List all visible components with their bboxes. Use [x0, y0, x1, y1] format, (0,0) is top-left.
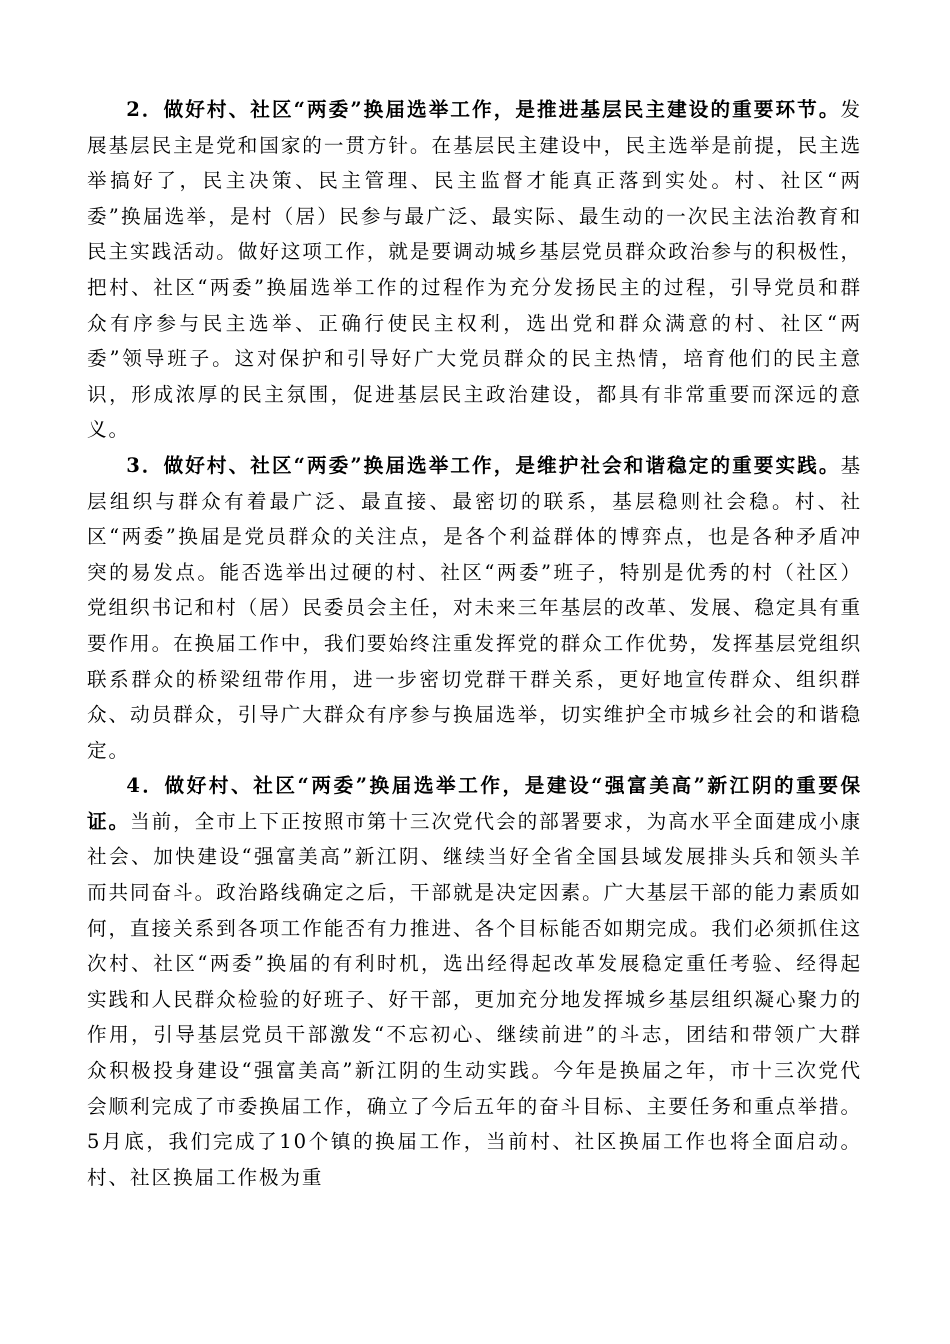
paragraph-2-heading: 2．做好村、社区“两委”换届选举工作，是推进基层民主建设的重要环节。 — [126, 98, 841, 121]
paragraph-4-heading: 4．做好村、社区“两委”换届选举工作，是建设“强富美高”新江阴的重要保证。 — [87, 774, 862, 833]
paragraph-3-body: 基层组织与群众有着最广泛、最直接、最密切的联系，基层稳则社会稳。村、社区“两委”换届是党员群众的关注点，是各个利益群体的博弈点，也是各种矛盾冲突的易发点。能否选举出过硬的村、社区“两委”班子，特别是优秀的村（社区）党组织书记和村（居）民委员会主任，对未来三年基层的改革、发展、稳定具有重要作用。在换届工作中，我们要始终注重发挥党的群众工作优势，发挥基层党组织联系群众的桥梁纽带作用，进一步密切党群干群关系，更好地宣传群众、组织群众、动员群众，引导广大群众有序参与换届选举，切实维护全市城乡社会的和谐稳定。 — [87, 453, 862, 762]
paragraph-3 — [87, 448, 862, 768]
paragraph-4-body: 当前，全市上下正按照市第十三次党代会的部署要求，为高水平全面建成小康社会、加快建设“强富美高”新江阴、继续当好全省全国县域发展排头兵和领头羊而共同奋斗。政治路线确定之后，干部就是决定因素。广大基层干部的能力素质如何，直接关系到各项工作能否有力推进、各个目标能否如期完成。我们必须抓住这次村、社区“两委”换届的有利时机，选出经得起改革发展稳定重任考验、经得起实践和人民群众检验的好班子、好干部，更加充分地发挥城乡基层组织凝心聚力的作用，引导基层党员干部激发“不忘初心、继续前进”的斗志，团结和带领广大群众积极投身建设“强富美高”新江阴的生动实践。今年是换届之年，市十三次党代会顺利完成了市委换届工作，确立了今后五年的奋斗目标、主要任务和重点举措。5月底，我们完成了10个镇的换届工作，当前村、社区换届工作也将全面启动。村、社区换届工作极为重 — [87, 809, 862, 1189]
paragraph-4 — [87, 768, 862, 1195]
paragraph-2-body: 发展基层民主是党和国家的一贯方针。在基层民主建设中，民主选举是前提，民主选举搞好了，民主决策、民主管理、民主监督才能真正落到实处。村、社区“两委”换届选举，是村（居）民参与最广泛、最实际、最生动的一次民主法治教育和民主实践活动。做好这项工作，就是要调动城乡基层党员群众政治参与的积极性，把村、社区“两委”换届选举工作的过程作为充分发扬民主的过程，引导党员和群众有序参与民主选举、正确行使民主权利，选出党和群众满意的村、社区“两委”领导班子。这对保护和引导好广大党员群众的民主热情，培育他们的民主意识，形成浓厚的民主氛围，促进基层民主政治建设，都具有非常重要而深远的意义。 — [87, 98, 862, 442]
paragraph-2 — [87, 92, 862, 448]
paragraph-3-heading: 3．做好村、社区“两委”换届选举工作，是维护社会和谐稳定的重要实践。 — [126, 453, 841, 477]
document-page — [87, 92, 862, 1195]
